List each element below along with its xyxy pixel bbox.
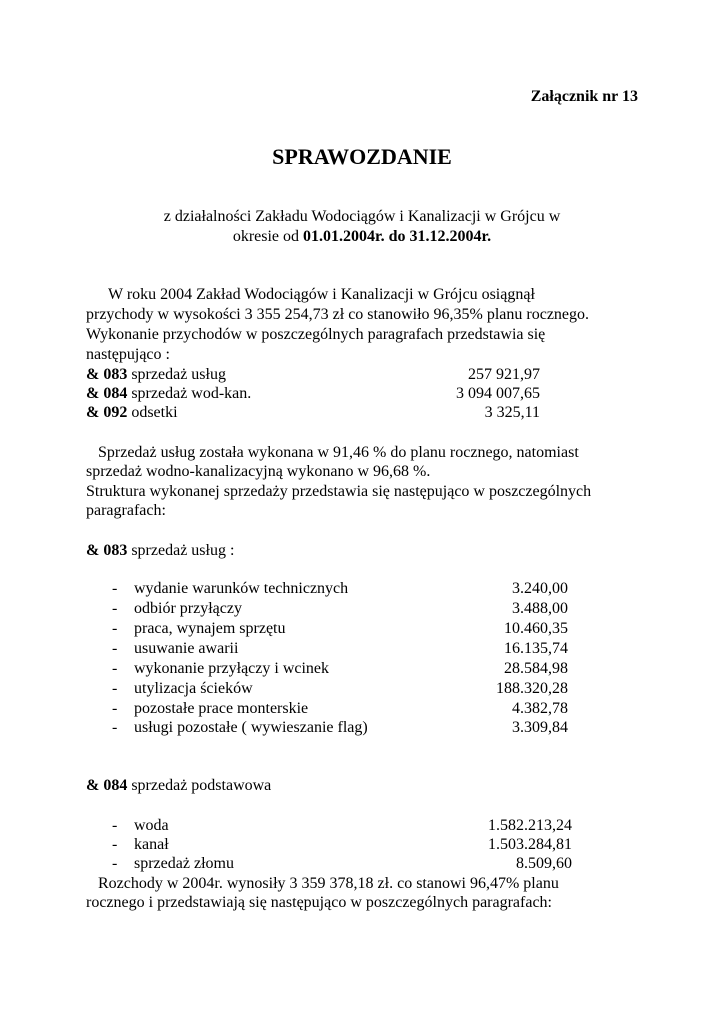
list-item-amount: 188.320,28 [496,680,568,697]
section-label: sprzedaż podstawowa [131,777,272,794]
section-label: sprzedaż usług : [131,542,235,559]
list-item-amount: 10.460,35 [504,620,568,637]
list-dash: - [112,855,118,872]
income-code: & 084 [86,385,128,402]
subtitle-line-2 [0,227,724,247]
list-item-label: kanał [134,836,169,853]
summary-line: Sprzedaż usług została wykonana w 91,46 % do planu rocznego, natomiast [98,444,579,461]
list-item-label: wydanie warunków technicznych [134,580,349,597]
list-item-label: praca, wynajem sprzętu [134,620,286,637]
income-code: & 092 [86,404,128,421]
list-item-label: wykonanie przyłączy i wcinek [134,660,330,677]
income-amount: 3 094 007,65 [456,385,540,402]
list-item-label: woda [134,817,169,834]
subtitle-period-dates: 01.01.2004r. do 31.12.2004r. [303,228,492,245]
summary-line: paragrafach: [86,502,166,519]
list-dash: - [112,836,118,853]
list-dash: - [112,580,118,597]
annex-label: Załącznik nr 13 [530,88,638,105]
intro-line: przychody w wysokości 3 355 254,73 zł co stanowiło 96,35% planu rocznego. [86,306,590,323]
list-item-amount: 3.488,00 [512,600,568,617]
income-row [86,403,178,423]
list-dash: - [112,620,118,637]
list-item-amount: 28.584,98 [504,660,568,677]
income-amount: 257 921,97 [468,366,540,383]
expenses-line: Rozchody w 2004r. wynosiły 3 359 378,18 zł. co stanowi 96,47% planu [98,875,559,892]
list-item-amount: 1.503.284,81 [488,836,572,853]
list-item-label: usługi pozostałe ( wywieszanie flag) [134,719,368,736]
list-item-label: odbiór przyłączy [134,600,242,617]
intro-line: W roku 2004 Zakład Wodociągów i Kanalizacji w Grójcu osiągnął [108,286,535,303]
income-label: sprzedaż usług [131,366,226,383]
list-item-amount: 3.240,00 [512,580,568,597]
expenses-line: rocznego i przedstawiają się następująco w poszczególnych paragrafach: [86,894,552,911]
list-dash: - [112,817,118,834]
section-083-heading [86,541,234,561]
intro-line: Wykonanie przychodów w poszczególnych paragrafach przedstawia się [86,326,546,343]
list-dash: - [112,719,118,736]
income-code: & 083 [86,366,128,383]
list-item-label: sprzedaż złomu [134,855,234,872]
summary-line: sprzedaż wodno-kanalizacyjną wykonano w 96,68 %. [86,463,431,480]
list-item-label: usuwanie awarii [134,640,239,657]
list-item-amount: 1.582.213,24 [488,817,572,834]
list-item-amount: 16.135,74 [504,640,568,657]
section-084-heading [86,776,271,796]
list-dash: - [112,640,118,657]
summary-line: Struktura wykonanej sprzedaży przedstawia się następująco w poszczególnych [86,483,592,500]
income-amount: 3 325,11 [484,404,540,421]
section-code: & 083 [86,542,128,559]
list-dash: - [112,660,118,677]
income-label: odsetki [131,404,178,421]
income-row [86,384,251,404]
list-item-label: utylizacja ścieków [134,680,253,697]
list-dash: - [112,680,118,697]
list-dash: - [112,600,118,617]
list-item-amount: 8.509,60 [516,855,572,872]
income-row [86,365,226,385]
intro-line: następująco : [86,346,170,363]
subtitle-period-prefix: okresie od [232,228,304,245]
subtitle-line-1: z działalności Zakładu Wodociągów i Kanalizacji w Grójcu w [163,208,561,225]
list-dash: - [112,700,118,717]
list-item-label: pozostałe prace monterskie [134,700,309,717]
section-code: & 084 [86,777,128,794]
document-title: SPRAWOZDANIE [272,144,452,169]
list-item-amount: 4.382,78 [512,700,568,717]
income-label: sprzedaż wod-kan. [131,385,252,402]
list-item-amount: 3.309,84 [512,719,568,736]
